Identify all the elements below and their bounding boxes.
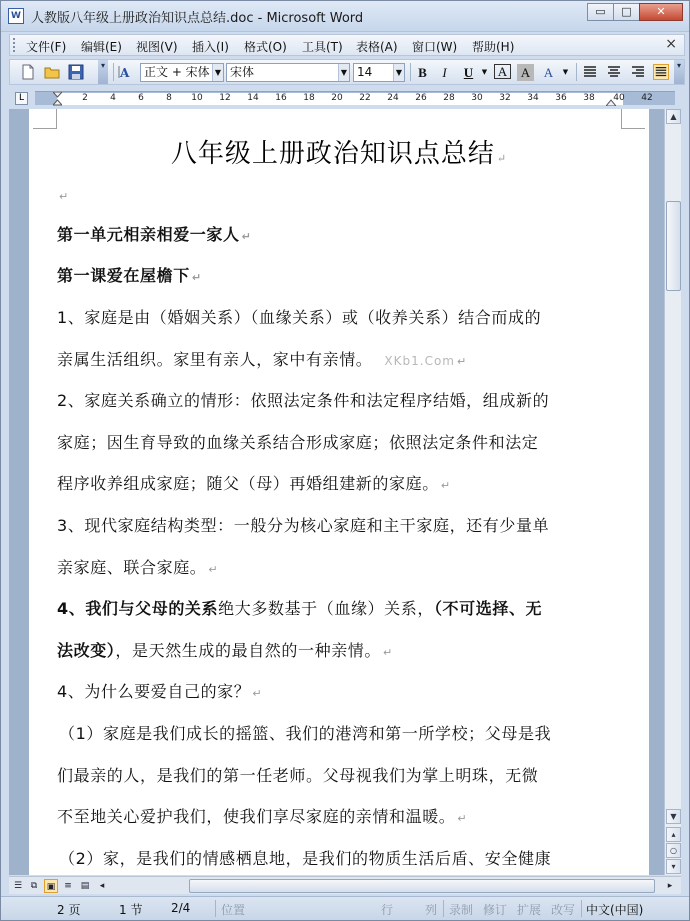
italic-button[interactable]: I [442, 65, 447, 80]
text-line [57, 347, 467, 370]
open-folder-icon[interactable] [44, 64, 60, 80]
toolbar-separator [410, 63, 411, 81]
window-controls [588, 3, 683, 21]
ruler-number: 2 [82, 93, 88, 103]
style-select-value: 正文 + 宋体 [144, 65, 210, 79]
distributed-align-icon[interactable] [653, 64, 669, 80]
ruler-row [9, 89, 685, 107]
line-text-bold: 法改变） [57, 641, 116, 660]
svg-text:A: A [120, 66, 130, 80]
text-line [59, 721, 551, 744]
status-separator [443, 900, 444, 917]
watermark-text: XKb1.Com [384, 354, 455, 368]
toolbar-separator [113, 63, 114, 81]
line-text: 们最亲的人，是我们的第一任老师。父母视我们为掌上明珠，无微 [57, 766, 539, 785]
line-text: （1）家庭是我们成长的摇篮、我们的港湾和第一所学校；父母是我 [59, 724, 552, 743]
text-line [57, 471, 451, 494]
crop-mark [33, 109, 57, 129]
font-size-select[interactable] [353, 63, 405, 82]
status-extend[interactable]: 扩展 [517, 903, 542, 917]
line-text: 4、为什么要爱自己的家？ [57, 682, 251, 701]
crop-mark [621, 109, 645, 129]
status-section: 1 节 [119, 903, 143, 917]
line-text: 2、家庭关系确立的情形：依照法定条件和法定程序结婚，组成新的 [57, 391, 550, 410]
menu-format[interactable]: 格式(O) [244, 40, 287, 54]
close-button[interactable]: ✕ [639, 3, 683, 21]
underline-dropdown-icon[interactable]: ▼ [481, 68, 488, 76]
menu-window[interactable]: 窗口(W) [412, 40, 458, 54]
text-line [57, 305, 541, 328]
maximize-button[interactable]: □ [613, 3, 640, 21]
paragraph-mark: ↵ [456, 355, 467, 368]
title-bar [1, 1, 689, 32]
heading-lesson [57, 263, 202, 286]
ruler-number: 34 [527, 93, 539, 103]
paragraph-mark: ↵ [383, 646, 393, 659]
menu-file[interactable]: 文件(F) [26, 40, 67, 54]
vertical-scroll-thumb[interactable] [666, 201, 681, 291]
outline-view-icon[interactable]: ≡ [64, 881, 72, 891]
status-page: 2 页 [57, 903, 81, 917]
menu-tools[interactable]: 工具(T) [302, 40, 343, 54]
ruler-number: 42 [641, 93, 653, 103]
status-position: 位置 [221, 903, 246, 917]
ruler-number: 26 [415, 93, 427, 103]
status-track-changes[interactable]: 修订 [483, 903, 508, 917]
horizontal-scroll-thumb[interactable] [189, 879, 655, 893]
next-page-icon[interactable]: ▾ [666, 859, 681, 874]
menu-edit[interactable]: 编辑(E) [81, 40, 122, 54]
chevron-down-icon[interactable]: ▼ [338, 64, 349, 81]
ruler-number: 6 [138, 93, 144, 103]
toolbar-separator [576, 63, 577, 81]
underline-button[interactable]: U [463, 65, 474, 80]
line-text-bold: 4、我们与父母的关系 [57, 599, 219, 618]
heading-text: 第一单元相亲相爱一家人 [57, 225, 240, 244]
indent-marker-icon[interactable] [53, 92, 62, 106]
close-document-icon[interactable]: × [665, 36, 677, 52]
scroll-left-icon[interactable]: ◂ [99, 881, 105, 891]
ruler-number: 16 [275, 93, 287, 103]
font-select-value: 宋体 [230, 65, 255, 79]
character-border-button[interactable]: A [494, 64, 511, 79]
horizontal-ruler[interactable] [35, 91, 675, 105]
styles-icon[interactable] [118, 64, 134, 80]
paragraph-mark: ↵ [208, 563, 219, 576]
paragraph-mark: ↵ [457, 812, 468, 825]
style-select[interactable] [140, 63, 224, 82]
text-line [57, 555, 218, 578]
font-size-value: 14 [357, 65, 373, 79]
ruler-number: 32 [499, 93, 511, 103]
line-text: 程序收养组成家庭；随父（母）再婚组建新的家庭。 [57, 474, 439, 493]
minimize-button[interactable]: ▭ [587, 3, 614, 21]
line-text-bold: （不可选择、无 [433, 599, 543, 618]
font-select[interactable] [226, 63, 350, 82]
save-icon[interactable] [68, 64, 84, 80]
normal-view-icon[interactable]: ☰ [13, 881, 23, 891]
web-view-icon[interactable]: ⧉ [30, 881, 38, 891]
format-dropdown-icon[interactable]: ▼ [562, 68, 569, 76]
document-title [29, 133, 649, 170]
print-view-icon[interactable]: ▣ [44, 879, 58, 893]
status-bar [1, 896, 689, 920]
document-page[interactable] [29, 109, 649, 875]
menu-bar [9, 34, 685, 56]
paragraph-mark: ↵ [59, 190, 69, 203]
toolbar-overflow-left[interactable]: ▾ [98, 60, 108, 84]
ruler-number: 20 [331, 93, 343, 103]
ruler-number: 8 [166, 93, 172, 103]
text-line [57, 804, 467, 827]
new-document-icon[interactable] [20, 64, 36, 80]
formatting-toolbar [9, 59, 685, 85]
menu-table[interactable]: 表格(A) [356, 40, 398, 54]
tab-stop-selector[interactable]: L [15, 92, 28, 105]
paragraph-mark: ↵ [252, 687, 263, 700]
line-text: 亲家庭、联合家庭。 [57, 558, 207, 577]
scroll-down-icon[interactable]: ▼ [666, 809, 681, 824]
ruler-number: 10 [191, 93, 203, 103]
status-row: 行 [381, 903, 394, 917]
ruler-number: 24 [387, 93, 399, 103]
status-separator [581, 900, 582, 917]
ruler-number: 18 [303, 93, 315, 103]
paragraph-mark: ↵ [440, 479, 451, 492]
status-overtype[interactable]: 改写 [551, 903, 576, 917]
ruler-number: 4 [110, 93, 116, 103]
line-text: 3、现代家庭结构类型：一般分为核心家庭和主干家庭，还有少量单 [57, 516, 550, 535]
paragraph-mark: ↵ [496, 152, 508, 165]
ruler-number: 40 [613, 93, 625, 103]
bold-button[interactable]: B [418, 65, 427, 80]
line-text: （2）家，是我们的情感栖息地，是我们的物质生活后盾、安全健康 [59, 849, 552, 868]
text-line [57, 596, 542, 619]
menu-insert[interactable]: 插入(I) [192, 40, 229, 54]
ruler-number: 22 [359, 93, 371, 103]
line-text: 亲属生活组织。家里有亲人，家中有亲情。 [57, 350, 373, 369]
text-line [59, 846, 551, 869]
word-app-icon[interactable]: W [8, 8, 24, 24]
menu-help[interactable]: 帮助(H) [472, 40, 515, 54]
vertical-scrollbar[interactable] [664, 109, 681, 875]
scroll-up-icon[interactable]: ▲ [666, 109, 681, 124]
menu-view[interactable]: 视图(V) [136, 40, 178, 54]
text-line [57, 763, 538, 786]
browse-object-icon[interactable]: ○ [666, 843, 681, 858]
reading-view-icon[interactable]: ▤ [80, 881, 90, 891]
paragraph-mark: ↵ [241, 230, 252, 243]
ruler-number: 28 [443, 93, 455, 103]
previous-page-icon[interactable]: ▴ [666, 827, 681, 842]
line-text: 1、家庭是由（婚姻关系）（血缘关系）或（收养关系）结合而成的 [57, 308, 542, 327]
heading-text: 第一课爱在屋檐下 [57, 266, 190, 285]
status-separator [215, 900, 216, 917]
toolbar-overflow-right[interactable]: ▾ [674, 60, 684, 84]
ruler-number: 38 [583, 93, 595, 103]
scroll-right-icon[interactable]: ▸ [667, 881, 673, 891]
text-line [57, 388, 549, 411]
line-text: 不至地关心爱护我们，使我们享尽家庭的亲情和温暖。 [57, 807, 456, 826]
align-justify-icon[interactable] [582, 64, 598, 80]
paragraph-mark: ↵ [191, 271, 202, 284]
status-record[interactable]: 录制 [449, 903, 474, 917]
document-title-text: 八年级上册政治知识点总结 [170, 139, 495, 169]
text-line [57, 679, 262, 702]
text-line [57, 638, 393, 661]
ruler-number: 36 [555, 93, 567, 103]
status-language[interactable]: 中文(中国) [586, 903, 644, 917]
align-right-icon[interactable] [630, 64, 646, 80]
status-page-count: 2/4 [171, 901, 191, 915]
paragraph-empty [57, 185, 69, 204]
menu-grip[interactable] [13, 38, 16, 52]
status-column: 列 [425, 903, 438, 917]
text-line [57, 430, 538, 453]
document-area[interactable] [9, 109, 664, 875]
character-shading-button[interactable]: A [517, 64, 534, 81]
chevron-down-icon[interactable]: ▼ [393, 64, 404, 81]
text-line [57, 513, 549, 536]
character-format-button[interactable]: A [543, 65, 554, 80]
line-text: ，是天然生成的最自然的一种亲情。 [115, 641, 382, 660]
heading-unit [57, 222, 251, 245]
align-center-icon[interactable] [606, 64, 622, 80]
chevron-down-icon[interactable]: ▼ [212, 64, 223, 81]
ruler-number: 12 [219, 93, 231, 103]
ruler-number: 14 [247, 93, 259, 103]
line-text: 绝大多数基于（血缘）关系， [218, 599, 434, 618]
line-text: 家庭；因生育导致的血缘关系结合形成家庭；依照法定条件和法定 [57, 433, 539, 452]
window-title: 人教版八年级上册政治知识点总结.doc - Microsoft Word [31, 11, 364, 26]
ruler-number: 30 [471, 93, 483, 103]
horizontal-bar [9, 876, 681, 894]
